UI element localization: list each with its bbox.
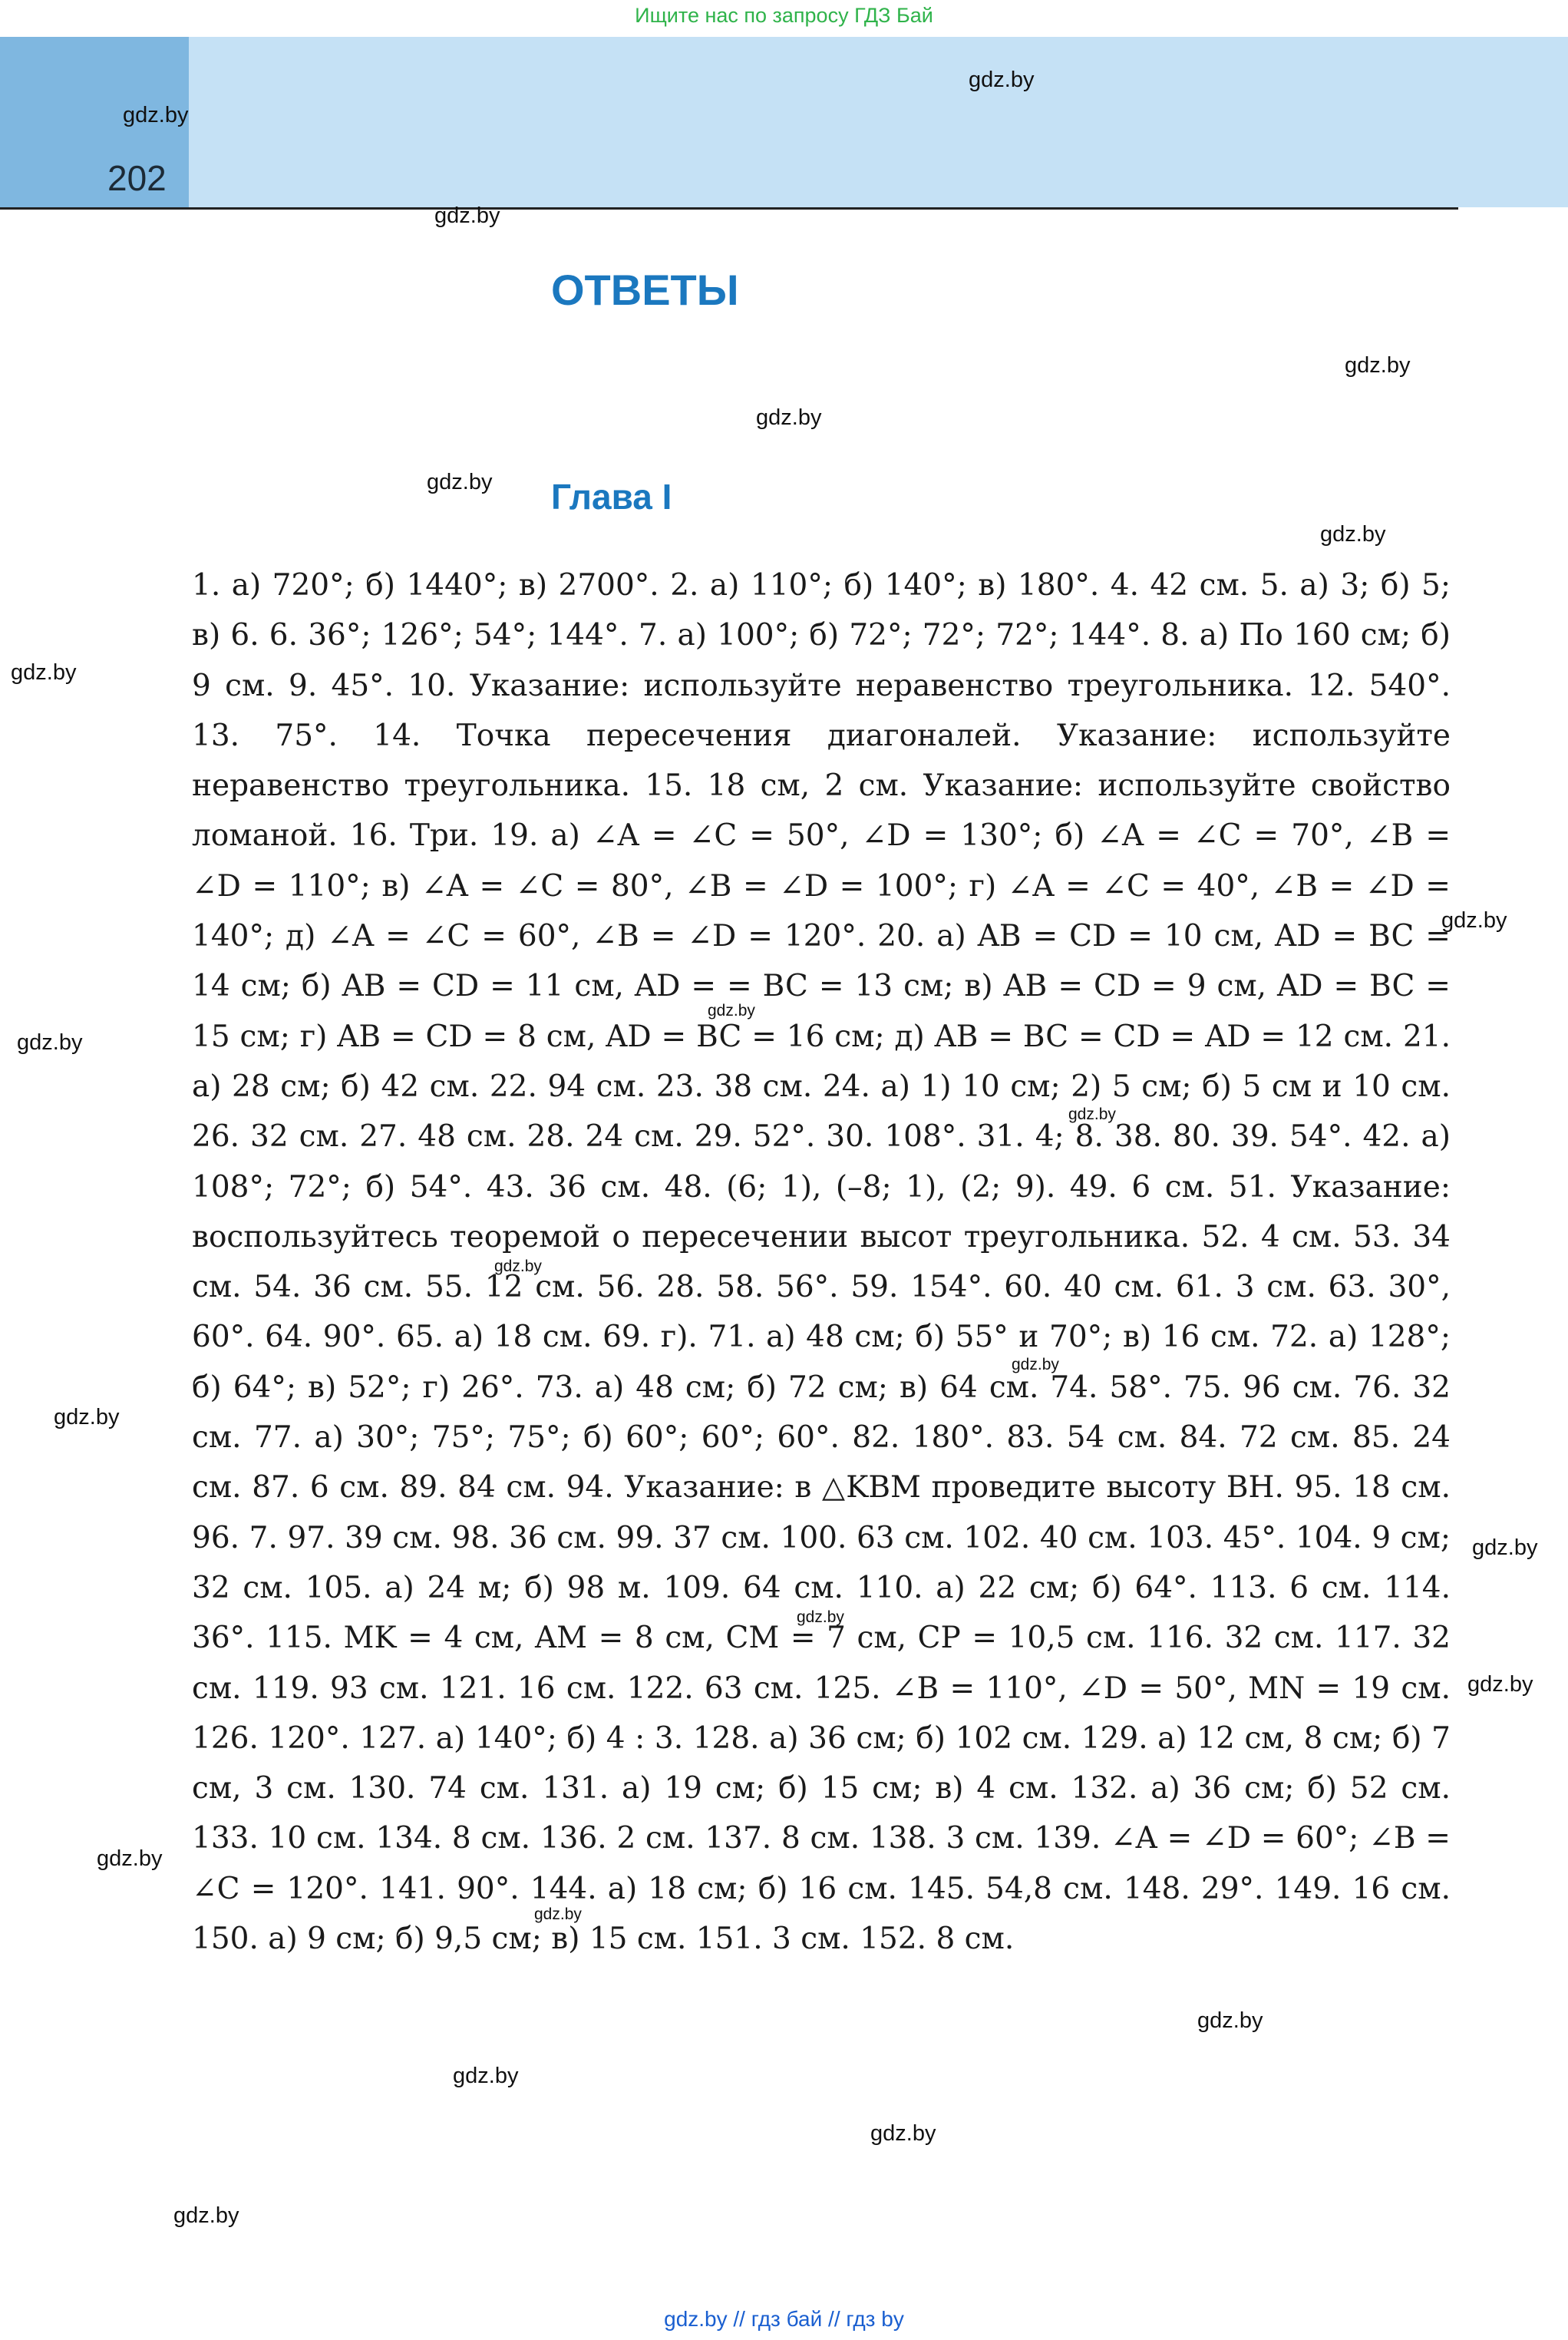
watermark: gdz.by — [1320, 522, 1386, 547]
watermark: gdz.by — [756, 405, 822, 430]
top-search-banner[interactable]: Ищите нас по запросу ГДЗ Бай — [635, 4, 933, 27]
watermark: gdz.by — [708, 1002, 755, 1020]
watermark: gdz.by — [1197, 2008, 1263, 2033]
watermark: gdz.by — [453, 2064, 519, 2088]
watermark: gdz.by — [1472, 1535, 1538, 1560]
watermark: gdz.by — [870, 2121, 936, 2146]
watermark: gdz.by — [1467, 1672, 1533, 1697]
chapter-title: Глава I — [551, 477, 672, 517]
watermark: gdz.by — [1068, 1106, 1116, 1123]
watermark: gdz.by — [97, 1846, 163, 1871]
header-band — [0, 37, 1568, 207]
watermark: gdz.by — [969, 68, 1035, 92]
watermark: gdz.by — [11, 660, 77, 685]
answers-text: 1. а) 720°; б) 1440°; в) 2700°. 2. а) 110°; б) 140°; в) 180°. 4. 42 см. 5. а) 3; б) 5; в) 6. 6. 36°; 126°; 54°; 144°. 7. а) 100°; б) 72°; 72°; 72°; 144°. 8. а) По 160 см; б) 9 см. 9. 45°. 10. Указание: используйте неравенство треугольника. 12. 540°. 13. 75°. 14. Точка пересечения диагоналей. Указание: используйте неравенство треугольника. 15. 18 см, 2 см. Указание: используйте свойство ломаной. 16. Три. 19. а) ∠A = ∠C = 50°, ∠D = 130°; б) ∠A = ∠C = 70°, ∠B = ∠D = 110°; в) ∠A = ∠C = 80°, ∠B = ∠D = 100°; г) ∠A = ∠C = 40°, ∠B = ∠D = 140°; д) ∠A = ∠C = 60°, ∠B = ∠D = 120°. 20. а) AB = CD = 10 см, AD = BC = 14 см; б) AB = CD = 11 см, AD = = BC = 13 см; в) AB = CD = 9 см, AD = BC = 15 см; г) AB = CD = 8 см, AD = BC = 16 см; д) AB = BC = CD = AD = 12 см. 21. а) 28 см; б) 42 см. 22. 94 см. 23. 38 см. 24. а) 1) 10 см; 2) 5 см; б) 5 см и 10 см. 26. 32 см. 27. 48 см. 28. 24 см. 29. 52°. 30. 108°. 31. 4; 8. 38. 80. 39. 54°. 42. а) 108°; 72°; б) 54°. 43. 36 см. 48. (6; 1), (–8; 1), (2; 9). 49. 6 см. 51. Указание: воспользуйтесь теоремой о пересечении высот треугольника. 52. 4 см. 53. 34 см. 54. 36 см. 55. 12 см. 56. 28. 58. 56°. 59. 154°. 60. 40 см. 61. 3 см. 63. 30°, 60°. 64. 90°. 65. а) 18 см. 69. г). 71. а) 48 см; б) 55° и 70°; в) 16 см. 72. а) 128°; б) 64°; в) 52°; г) 26°. 73. а) 48 см; б) 72 см; в) 64 см. 74. 58°. 75. 96 см. 76. 32 см. 77. а) 30°; 75°; 75°; б) 60°; 60°; 60°. 82. 180°. 83. 54 см. 84. 72 см. 85. 24 см. 87. 6 см. 89. 84 см. 94. Указание: в △KBM проведите высоту BH. 95. 18 см. 96. 7. 97. 39 см. 98. 36 см. 99. 37 см. 100. 63 см. 102. 40 см. 103. 45°. 104. 9 см; 32 см. 105. а) 24 м; б) 98 м. 109. 64 см. 110. а) 22 см; б) 64°. 113. 6 см. 114. 36°. 115. MK = 4 см, AM = 8 см, CM = 7 см, CP = 10,5 см. 116. 32 см. 117. 32 см. 119. 93 см. 121. 16 см. 122. 63 см. 125. ∠B = 110°, ∠D = 50°, MN = 19 см. 126. 120°. 127. а) 140°; б) 4 : 3. 128. а) 36 см; б) 102 см. 129. а) 12 см, 8 см; б) 7 см, 3 см. 130. 74 см. 131. а) 19 см; б) 15 см; в) 4 см. 132. а) 36 см; б) 52 см. 133. 10 см. 134. 8 см. 136. 2 см. 137. 8 см. 138. 3 см. 139. ∠A = ∠D = 60°; ∠B = ∠C = 120°. 141. 90°. 144. а) 18 см; б) 16 см. 145. 54,8 см. 148. 29°. 149. 16 см. 150. а) 9 см; б) 9,5 см; в) 15 см. 151. 3 см. 152. 8 см. — [192, 568, 1451, 1957]
watermark: gdz.by — [17, 1030, 83, 1055]
watermark: gdz.by — [434, 203, 500, 228]
watermark: gdz.by — [123, 103, 189, 127]
watermark: gdz.by — [173, 2203, 239, 2228]
watermark: gdz.by — [1012, 1356, 1059, 1373]
watermark: gdz.by — [1345, 353, 1411, 378]
page-number: 202 — [107, 158, 167, 198]
watermark: gdz.by — [427, 470, 493, 494]
footer-links[interactable]: gdz.by // гдз бай // гдз by — [664, 2307, 904, 2331]
section-title: ОТВЕТЫ — [551, 266, 739, 314]
watermark: gdz.by — [797, 1608, 844, 1626]
header-divider — [0, 207, 1458, 210]
watermark: gdz.by — [494, 1258, 542, 1275]
watermark: gdz.by — [1441, 908, 1507, 933]
watermark: gdz.by — [54, 1405, 120, 1429]
watermark: gdz.by — [534, 1905, 582, 1923]
